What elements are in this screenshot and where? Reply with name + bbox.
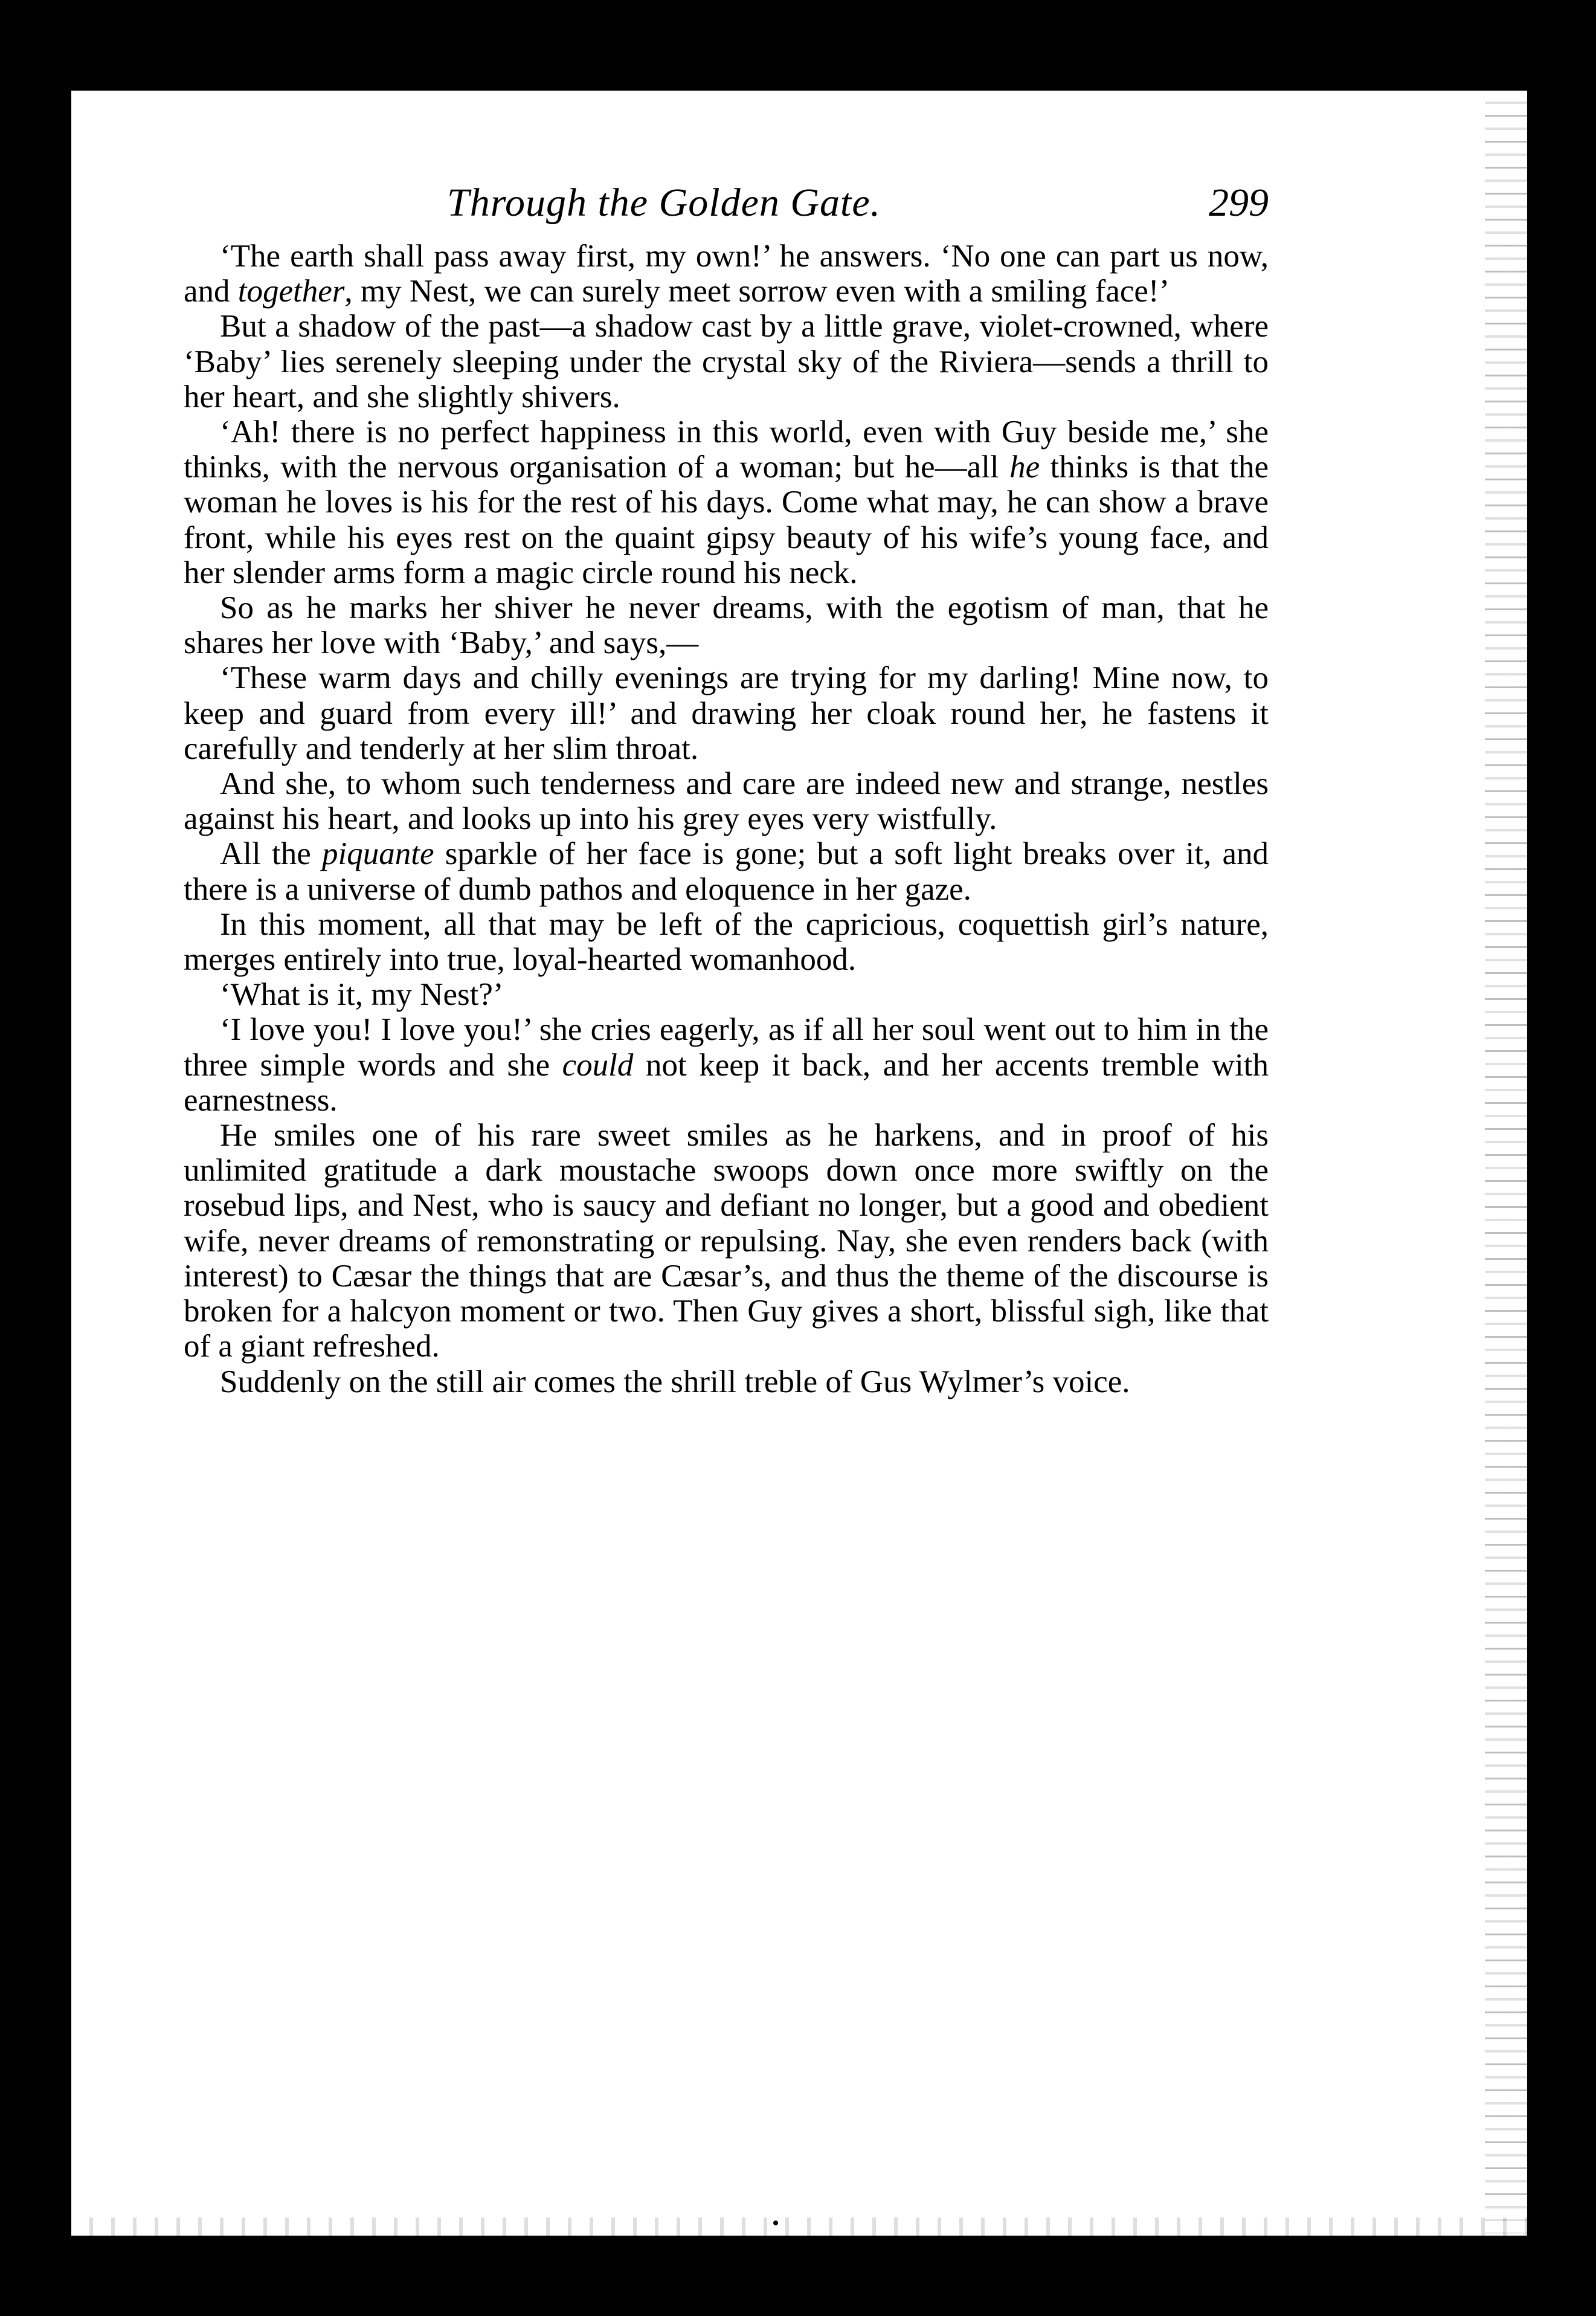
text-run: ‘I love you! I love you!’ she cries eagerly, as if all her soul went out to him in the three simple words and she	[184, 1012, 1269, 1083]
page-edge-right	[1485, 91, 1527, 2236]
paragraph	[184, 766, 1269, 836]
text-run: Suddenly on the still air comes the shrill treble of Gus Wylmer’s voice.	[220, 1364, 1130, 1399]
text-run: But a shadow of the past—a shadow cast by a little grave, violet-crowned, where ‘Baby’ lies serenely sleeping under the crystal sky of the Riviera—sends a thrill to her heart, and she slightly shivers.	[184, 309, 1269, 414]
running-title: Through the Golden Gate.	[447, 181, 881, 225]
text-run: ‘Ah! there is no perfect happiness in this world, even with Guy beside me,’ she thinks, with the nervous organisation of a woman; but he—all	[184, 414, 1269, 485]
text-run: ‘The earth shall pass away first, my own!’ he answers. ‘No one can part us now, and	[184, 239, 1269, 309]
text-run: ‘What is it, my Nest?’	[220, 977, 504, 1013]
text-run: So as he marks her shiver he never dreams, with the egotism of man, that he shares her love with ‘Baby,’ and says,—	[184, 590, 1269, 661]
italic-text: together	[237, 274, 345, 309]
paragraph	[184, 239, 1269, 309]
italic-text: piquante	[322, 836, 434, 872]
text-run: thinks is that the woman he loves is his for the rest of his days. Come what may, he can show a brave front, while his eyes rest on the quaint gipsy beauty of his wife’s young face, and her slender arms form a magic circle round his neck.	[184, 450, 1269, 590]
paragraph	[184, 907, 1269, 977]
text-run: ‘These warm days and chilly evenings are trying for my darling! Mine now, to keep and guard from every ill!’ and drawing her cloak round her, he fastens it carefully and tenderly at her slim throat.	[184, 660, 1269, 766]
italic-text: he	[1009, 450, 1040, 485]
text-run: And she, to whom such tenderness and care are indeed new and strange, nestles against his heart, and looks up into his grey eyes very wistfully.	[184, 766, 1269, 837]
text-run: He smiles one of his rare sweet smiles as he harkens, and in proof of his unlimited gratitude a dark moustache swoops down once more swiftly on the rosebud lips, and Nest, who is saucy and defiant no longer, but a good and obedient wife, never dreams of remonstrating or repulsing. Nay, she even renders back (with interest) to Cæsar the things that are Cæsar’s, and thus the theme of the discourse is broken for a halcyon moment or two. Then Guy gives a short, blissful sigh, like that of a giant refreshed.	[184, 1118, 1269, 1364]
text-run: not keep it back, and her accents tremble with earnestness.	[184, 1047, 1269, 1118]
paragraph	[184, 1012, 1269, 1118]
page-edge-bottom	[71, 2218, 1527, 2236]
paragraph	[184, 590, 1269, 660]
paragraph	[184, 836, 1269, 906]
paragraph	[184, 414, 1269, 590]
page-speck	[773, 2221, 778, 2225]
text-run: All the	[220, 836, 322, 872]
paragraph	[184, 309, 1269, 414]
paragraph	[184, 977, 1269, 1012]
text-run: , my Nest, we can surely meet sorrow even with a smiling face!’	[344, 274, 1170, 309]
paragraph	[184, 1364, 1269, 1399]
page-number: 299	[1209, 181, 1269, 225]
italic-text: could	[562, 1047, 634, 1083]
paragraph	[184, 660, 1269, 766]
text-run: sparkle of her face is gone; but a soft light breaks over it, and there is a universe of dumb pathos and eloquence in her gaze.	[184, 836, 1269, 907]
text-run: In this moment, all that may be left of the capricious, coquettish girl’s nature, merges entirely into true, loyal-hearted womanhood.	[184, 906, 1269, 978]
paragraph	[184, 1118, 1269, 1364]
body-text	[184, 239, 1269, 1399]
